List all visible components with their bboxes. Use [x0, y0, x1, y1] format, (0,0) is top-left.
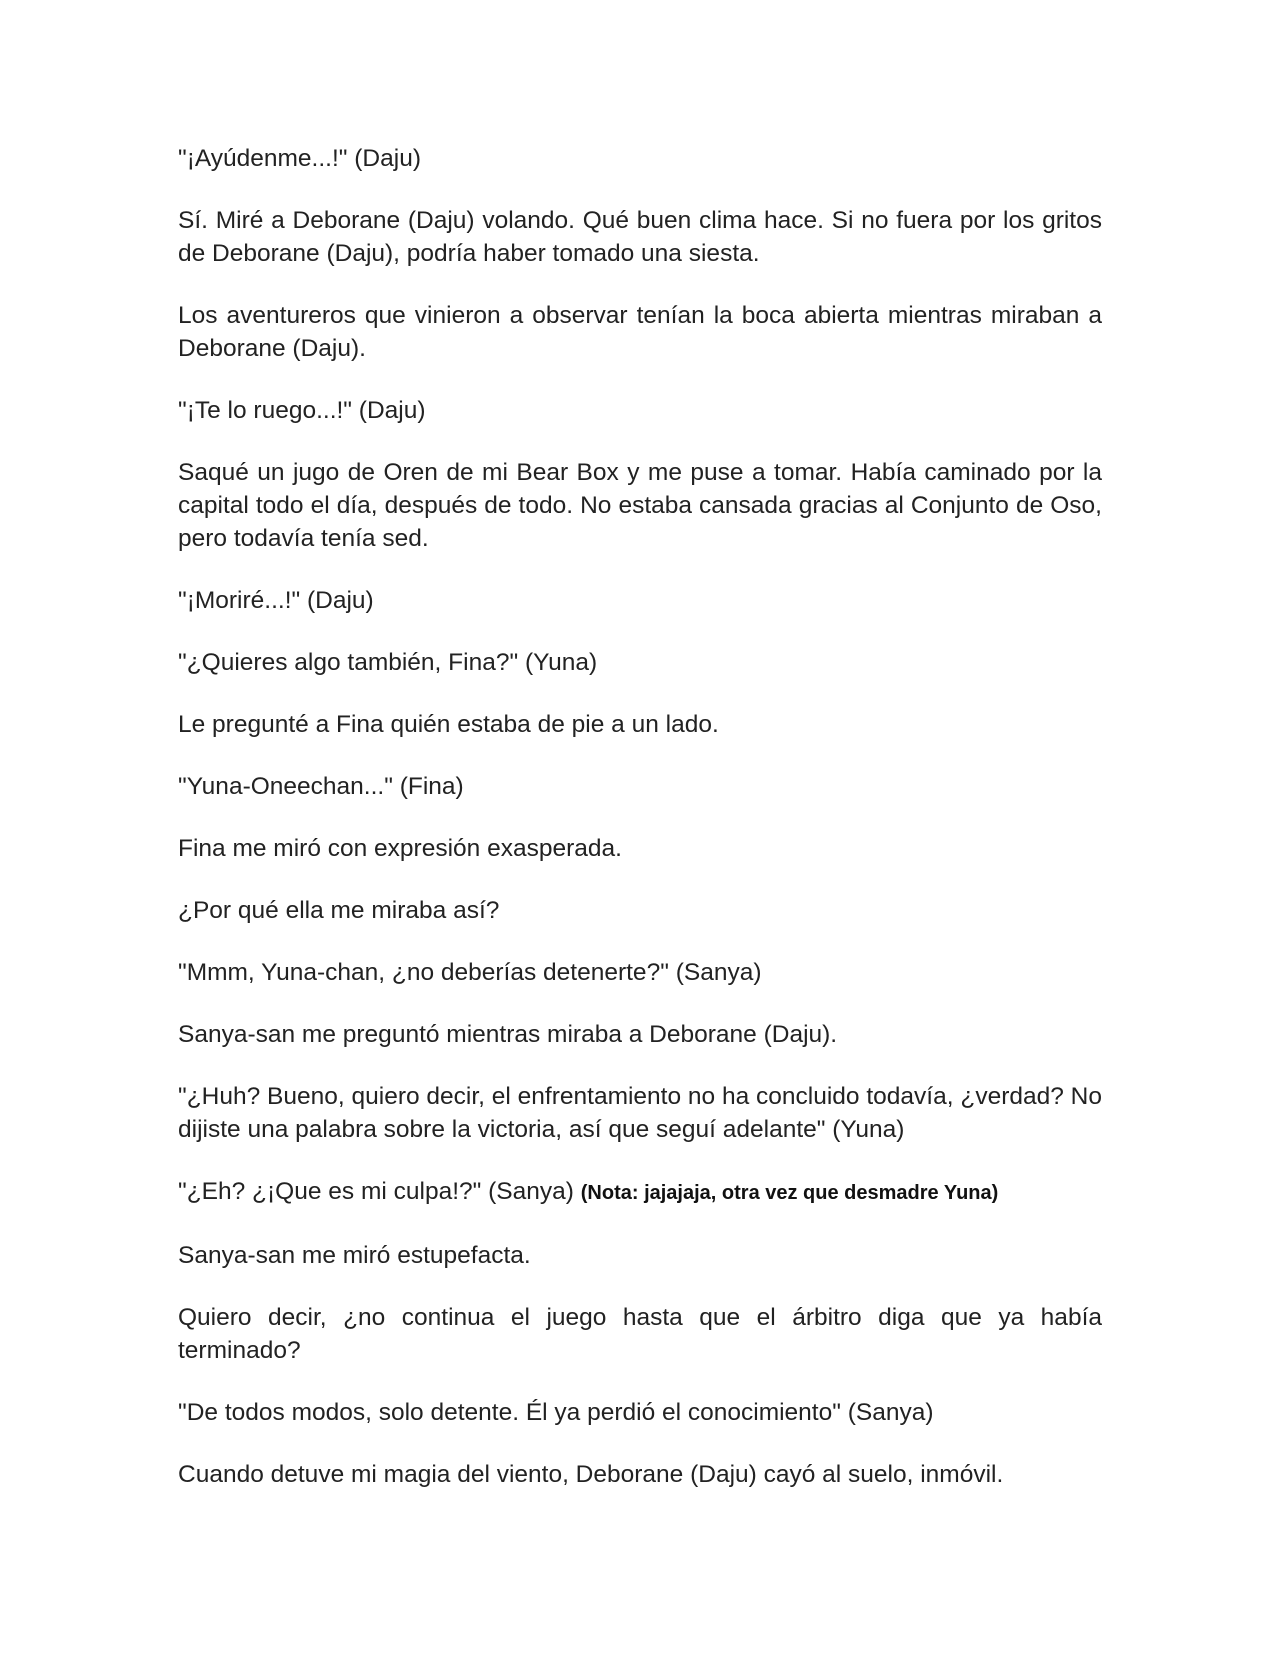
paragraph-13: Sanya-san me preguntó mientras miraba a Deborane (Daju). [178, 1021, 838, 1048]
paragraph-5: Saqué un jugo de Oren de mi Bear Box y me puse a tomar. Había caminado por la capital todo el día, después de todo. No estaba cansada gracias al Conjunto de Oso, pero todavía tenía sed. [178, 459, 1102, 552]
paragraph-7: "¿Quieres algo también, Fina?" (Yuna) [178, 649, 598, 676]
paragraph-14: "¿Huh? Bueno, quiero decir, el enfrentamiento no ha concluido todavía, ¿verdad? No dijiste una palabra sobre la victoria, así que seguí adelante" (Yuna) [178, 1083, 1102, 1143]
paragraph-11: ¿Por qué ella me miraba así? [178, 897, 500, 924]
paragraph-9: "Yuna-Oneechan..." (Fina) [178, 773, 464, 800]
paragraph-6: "¡Moriré...!" (Daju) [178, 587, 374, 614]
paragraph-2: Sí. Miré a Deborane (Daju) volando. Qué buen clima hace. Si no fuera por los gritos de Deborane (Daju), podría haber tomado una siesta. [178, 207, 1102, 267]
paragraph-18: "De todos modos, solo detente. Él ya perdió el conocimiento" (Sanya) [178, 1399, 934, 1426]
paragraph-12: "Mmm, Yuna-chan, ¿no deberías detenerte?" (Sanya) [178, 959, 762, 986]
translator-note: (Nota: jajajaja, otra vez que desmadre Yuna) [580, 1182, 999, 1204]
paragraph-19: Cuando detuve mi magia del viento, Deborane (Daju) cayó al suelo, inmóvil. [178, 1461, 1004, 1488]
paragraph-17: Quiero decir, ¿no continua el juego hasta que el árbitro diga que ya había terminado? [178, 1304, 1102, 1364]
paragraph-4: "¡Te lo ruego...!" (Daju) [178, 397, 426, 424]
paragraph-10: Fina me miró con expresión exasperada. [178, 835, 622, 862]
document-body [178, 142, 1102, 1520]
paragraph-8: Le pregunté a Fina quién estaba de pie a un lado. [178, 711, 719, 738]
paragraph-3: Los aventureros que vinieron a observar tenían la boca abierta mientras miraban a Deborane (Daju). [178, 302, 1102, 362]
paragraph-16: Sanya-san me miró estupefacta. [178, 1242, 531, 1269]
dialogue-text: "¿Eh? ¿¡Que es mi culpa!?" (Sanya) [178, 1178, 574, 1205]
paragraph-1: "¡Ayúdenme...!" (Daju) [178, 145, 421, 172]
paragraph-15 [178, 1175, 1102, 1210]
